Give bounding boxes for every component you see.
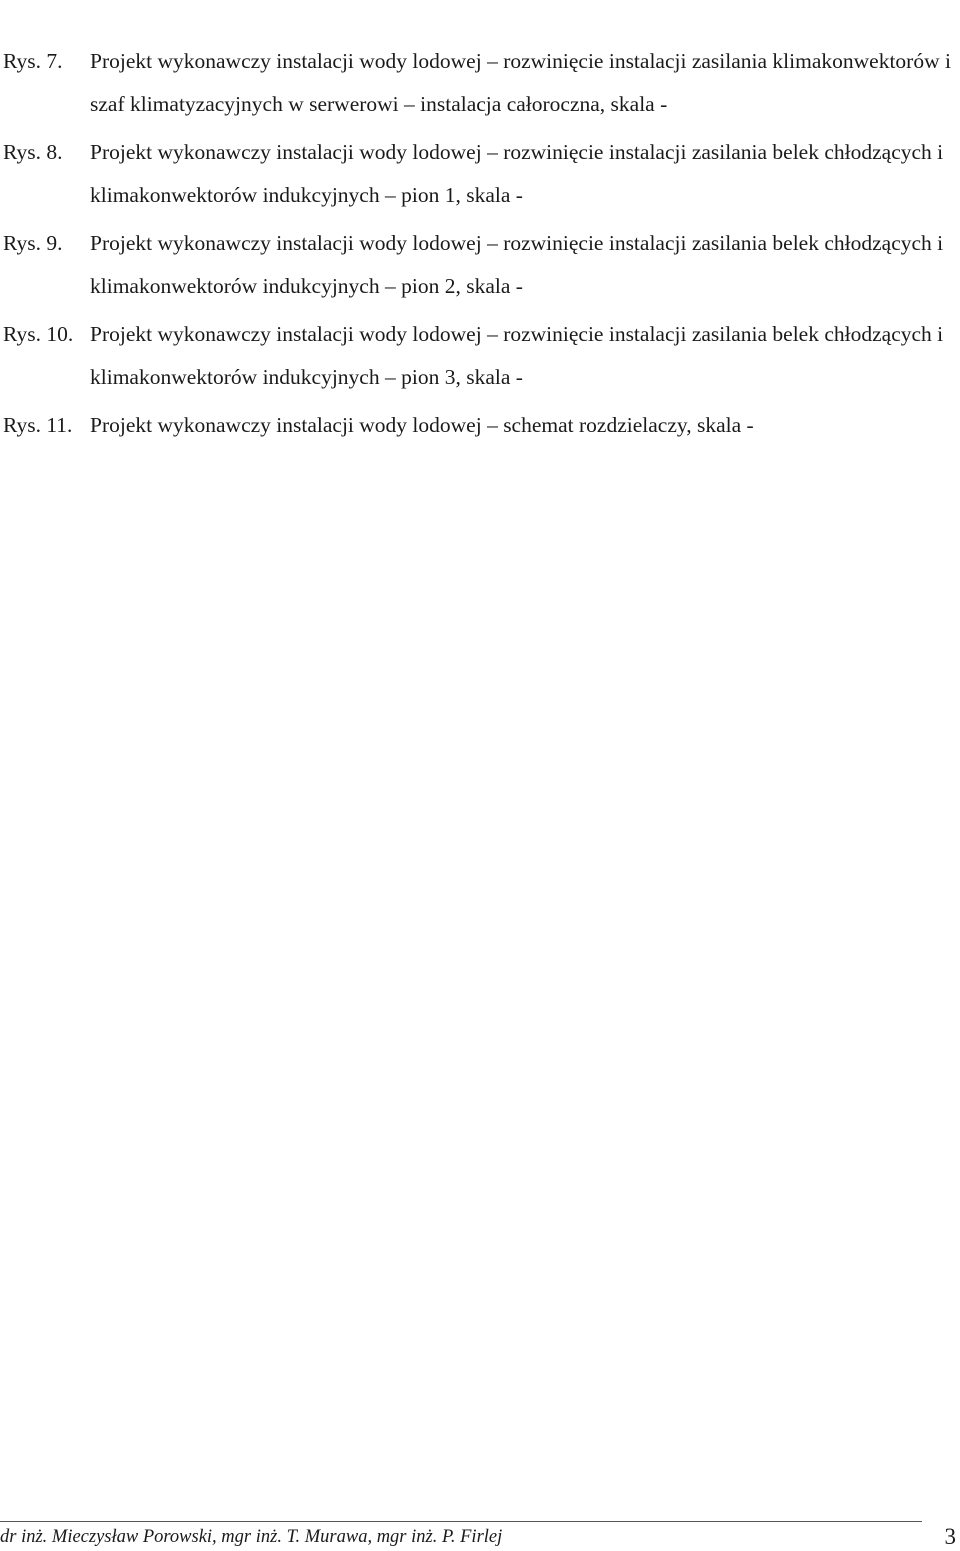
figure-list-item: [0, 222, 960, 308]
figure-number: Rys. 9.: [3, 231, 63, 255]
figure-number: Rys. 7.: [3, 49, 63, 73]
figure-caption: Projekt wykonawczy instalacji wody lodowej – rozwinięcie instalacji zasilania belek chłodzących i klimakonwektorów indukcyjnych – pion 2, skala -: [90, 231, 944, 298]
figure-number: Rys. 10.: [3, 322, 74, 346]
figure-list-item: [0, 313, 960, 399]
figure-list-item: [0, 404, 960, 447]
figure-list-item: [0, 131, 960, 217]
footer-authors: dr inż. Mieczysław Porowski, mgr inż. T. Murawa, mgr inż. P. Firlej: [0, 1527, 503, 1547]
figure-list-item: [0, 40, 960, 126]
figure-number: Rys. 8.: [3, 140, 63, 164]
figure-caption: Projekt wykonawczy instalacji wody lodowej – rozwinięcie instalacji zasilania klimakonwektorów i szaf klimatyzacyjnych w serwerowi – instalacja całoroczna, skala -: [90, 49, 951, 116]
figure-caption: Projekt wykonawczy instalacji wody lodowej – rozwinięcie instalacji zasilania belek chłodzących i klimakonwektorów indukcyjnych – pion 3, skala -: [90, 322, 944, 389]
figure-caption: Projekt wykonawczy instalacji wody lodowej – schemat rozdzielaczy, skala -: [90, 413, 754, 437]
figure-caption: Projekt wykonawczy instalacji wody lodowej – rozwinięcie instalacji zasilania belek chłodzących i klimakonwektorów indukcyjnych – pion 1, skala -: [90, 140, 944, 207]
footer-divider: [0, 1521, 922, 1522]
figure-list: [0, 40, 960, 452]
figure-number: Rys. 11.: [3, 413, 73, 437]
page-number: 3: [944, 1524, 956, 1549]
